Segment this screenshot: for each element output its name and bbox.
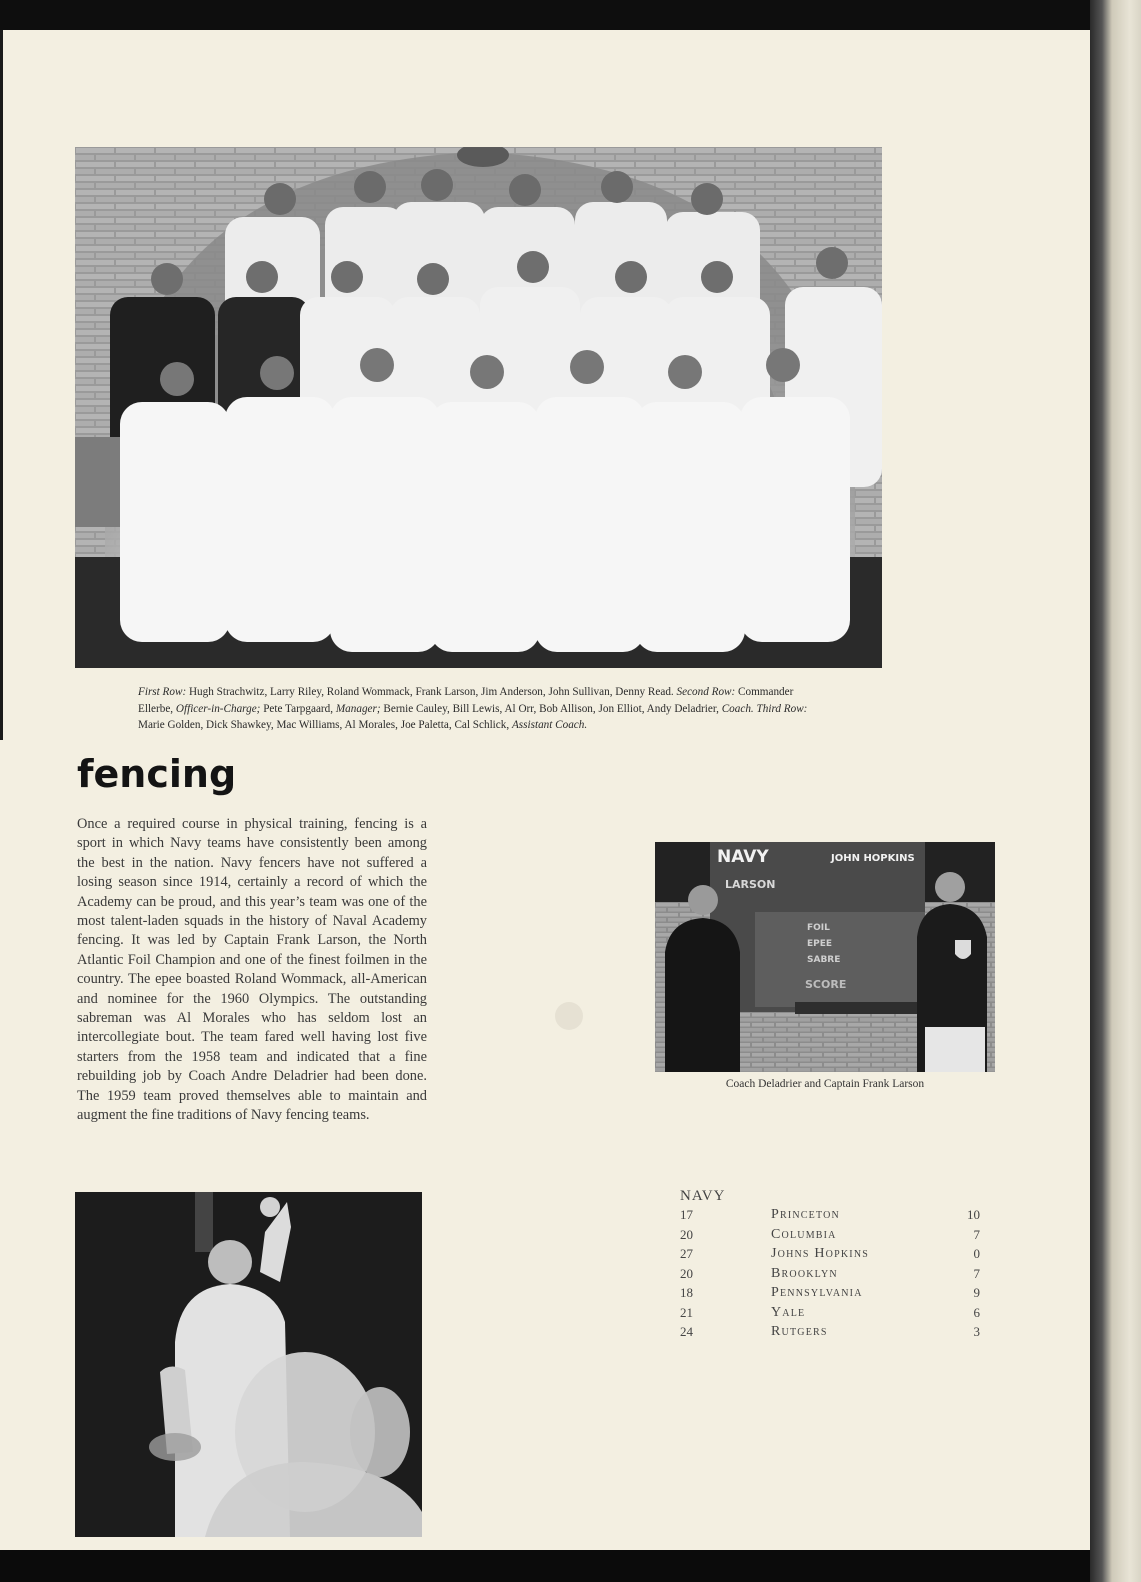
row2-role-c: Coach. bbox=[721, 702, 757, 715]
navy-score: 21 bbox=[680, 1304, 693, 1320]
opponent-score: 7 bbox=[973, 1265, 980, 1281]
navy-score: 20 bbox=[680, 1265, 693, 1281]
navy-score: 20 bbox=[680, 1226, 693, 1242]
opponent-name: Yale bbox=[771, 1304, 806, 1320]
row2-names-b: Pete Tarpgaard, bbox=[263, 702, 336, 715]
scan-bottom-edge bbox=[0, 1550, 1090, 1582]
row2-names-c: Bernie Cauley, Bill Lewis, Al Orr, Bob Allison, Jon Elliot, Andy Deladrier, bbox=[383, 702, 722, 715]
score-row bbox=[680, 1285, 980, 1305]
row3-label: Third Row: bbox=[756, 702, 808, 715]
score-row bbox=[680, 1324, 980, 1344]
ink-blot bbox=[555, 1002, 583, 1030]
opponent-score: 9 bbox=[973, 1285, 980, 1300]
opponent-score: 0 bbox=[973, 1246, 980, 1261]
opponent-name: Brooklyn bbox=[771, 1265, 838, 1281]
sign-opponent: JOHN HOPKINS bbox=[831, 853, 915, 864]
score-row bbox=[680, 1246, 980, 1266]
row2-names-a: Commander Ellerbe, bbox=[138, 686, 794, 715]
fencer-photo bbox=[75, 1192, 422, 1537]
sign-score: SCORE bbox=[805, 978, 847, 991]
article-body: Once a required course in physical training, fencing is a sport in which Navy teams have consistently been among the best in the nation. Navy fencers have not suffered a losing season since 1914, certainly a record of which the Academy can be proud, and this year’s team was one of the most talent-laden squads in the history of Naval Academy fencing. It was led by Captain Frank Larson, the North Atlantic Foil Champion and one of the finest foilmen in the country. The epee boasted Roland Wommack, all-American and nominee for the 1960 Olympics. The outstanding sabreman was Al Morales who has seldom lost an intercollegiate bout. The team fared well having lost five starters from the 1958 team and indicated that a fine rebuilding job by Coach Andre Deladrier had been done. The 1959 team proved themselves able to maintain and augment the fine traditions of Navy fencing teams. bbox=[77, 816, 427, 1124]
row2-label: Second Row: bbox=[676, 686, 739, 698]
score-row bbox=[680, 1227, 980, 1247]
score-rows bbox=[680, 1207, 980, 1344]
section-heading: fencing bbox=[77, 752, 237, 796]
team-photo bbox=[75, 147, 882, 668]
opponent-score: 10 bbox=[967, 1207, 980, 1222]
row1-label: First Row: bbox=[138, 686, 189, 698]
row1-names: Hugh Strachwitz, Larry Riley, Roland Wommack, Frank Larson, Jim Anderson, John Sullivan, Denny Read. bbox=[188, 686, 677, 698]
row3-role: Assistant Coach. bbox=[511, 719, 588, 731]
scores-header: NAVY bbox=[680, 1188, 726, 1204]
sign-foil: FOIL bbox=[807, 923, 830, 933]
navy-score: 17 bbox=[680, 1207, 693, 1222]
sign-epee: EPEE bbox=[807, 939, 833, 949]
sign-navy: NAVY bbox=[717, 847, 769, 867]
sign-fencer-name: LARSON bbox=[725, 878, 776, 891]
opponent-name: Princeton bbox=[771, 1207, 840, 1222]
page-spine-edge bbox=[1090, 0, 1141, 1582]
opponent-score: 6 bbox=[973, 1304, 980, 1320]
navy-score: 24 bbox=[680, 1324, 693, 1339]
sign-sabre: SABRE bbox=[807, 955, 841, 965]
row2-role-b: Manager; bbox=[335, 702, 384, 715]
opponent-name: Columbia bbox=[771, 1226, 837, 1242]
score-row bbox=[680, 1305, 980, 1325]
page-left-edge bbox=[0, 30, 3, 740]
team-photo-caption bbox=[138, 684, 828, 734]
score-row bbox=[680, 1207, 980, 1227]
row3-names: Marie Golden, Dick Shawkey, Mac Williams, Al Morales, Joe Paletta, Cal Schlick, bbox=[138, 719, 512, 731]
navy-score: 18 bbox=[680, 1285, 693, 1300]
season-scores bbox=[680, 1188, 980, 1344]
opponent-score: 7 bbox=[973, 1226, 980, 1242]
opponent-name: Rutgers bbox=[771, 1324, 828, 1339]
opponent-name: Johns Hopkins bbox=[771, 1246, 870, 1261]
scoreboard-photo-caption: Coach Deladrier and Captain Frank Larson bbox=[725, 1078, 925, 1090]
opponent-score: 3 bbox=[973, 1324, 980, 1339]
score-row bbox=[680, 1266, 980, 1286]
row2-role-a: Officer-in-Charge; bbox=[175, 702, 264, 715]
scan-top-edge bbox=[0, 0, 1090, 30]
scoreboard-photo bbox=[655, 842, 995, 1072]
opponent-name: Pennsylvania bbox=[771, 1285, 863, 1300]
navy-score: 27 bbox=[680, 1246, 693, 1261]
